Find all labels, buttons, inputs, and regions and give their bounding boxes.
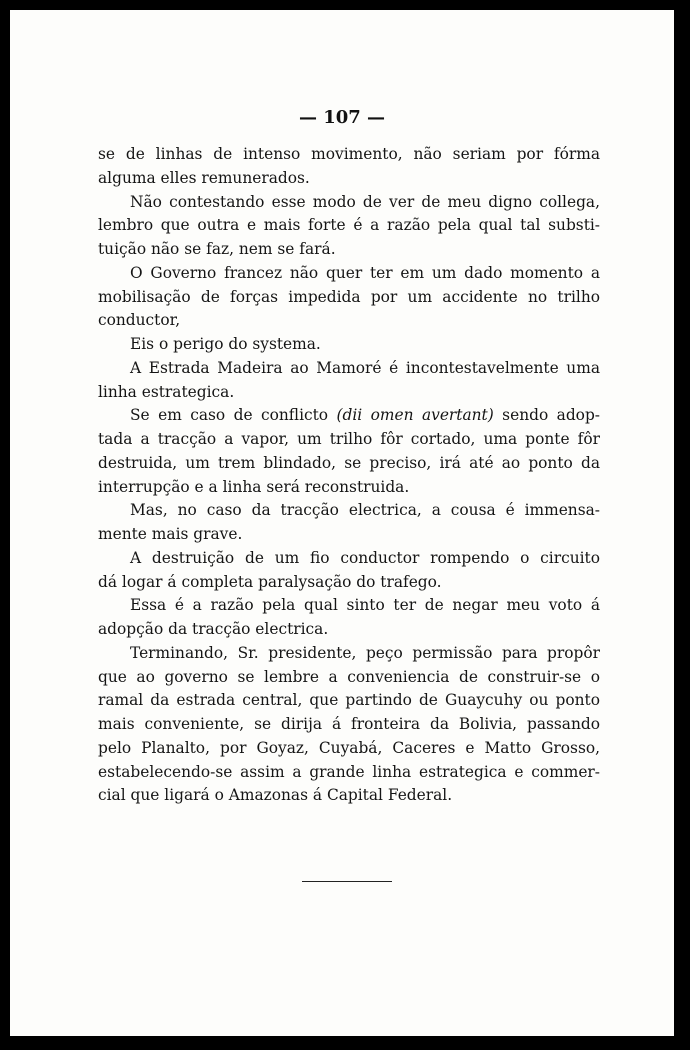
closing-rule (302, 881, 392, 882)
body-text (98, 143, 600, 808)
text-line: interrupção e a linha será reconstruida. (98, 477, 410, 496)
text-line: mobilisação de forças impedida por um accidente no trilho (98, 287, 600, 306)
text-line: se de linhas de intenso movimento, não seriam por fórma (98, 145, 600, 163)
text-line: alguma elles remunerados. (98, 168, 310, 187)
book-page (10, 10, 674, 1036)
page-number: — 107 — (298, 107, 386, 128)
text-line: tada a tracção a vapor, um trilho fôr cortado, uma ponte fôr (98, 430, 600, 448)
text-line: A Estrada Madeira ao Mamoré é incontestavelmente uma (130, 358, 600, 377)
text-line: Terminando, Sr. presidente, peço permissão para propôr (130, 643, 600, 662)
text-line: destruida, um trem blindado, se preciso, irá até ao ponto da (98, 453, 600, 472)
text-line: Se em caso de conflicto (dii omen avertant) sendo adop- (130, 406, 600, 425)
latin-phrase: (dii omen avertant) (336, 406, 494, 425)
text-line: linha estrategica. (98, 382, 235, 401)
text-line: Mas, no caso da tracção electrica, a cousa é immensa- (130, 501, 600, 520)
text-line: dá logar á completa paralysação do trafego. (98, 572, 442, 591)
text-line: lembro que outra e mais forte é a razão pela qual tal substi- (98, 216, 600, 235)
text-line: ramal da estrada central, que partindo de Guaycuhy ou ponto (98, 691, 600, 710)
text-line: pelo Planalto, por Goyaz, Cuyabá, Caceres e Matto Grosso, (98, 738, 600, 757)
text-line: Não contestando esse modo de ver de meu digno collega, (130, 192, 600, 211)
text-line: tuição não se faz, nem se fará. (98, 240, 336, 258)
text-line: Eis o perigo do systema. (130, 335, 321, 353)
text-line: que ao governo se lembre a conveniencia de construir-se o (98, 667, 600, 686)
text-line: mais conveniente, se dirija á fronteira da Bolivia, passando (98, 715, 600, 733)
text-line: A destruição de um fio conductor rompendo o circuito (130, 548, 600, 567)
text-line: O Governo francez não quer ter em um dado momento a (130, 263, 600, 282)
text-line: cial que ligará o Amazonas á Capital Federal. (98, 786, 453, 805)
text-line: adopção da tracção electrica. (98, 620, 329, 638)
text-line: estabelecendo-se assim a grande linha estrategica e commer- (98, 762, 600, 781)
text-line: mente mais grave. (98, 525, 243, 543)
text-line: conductor, (98, 311, 181, 330)
text-line: Essa é a razão pela qual sinto ter de negar meu voto á (130, 596, 600, 615)
